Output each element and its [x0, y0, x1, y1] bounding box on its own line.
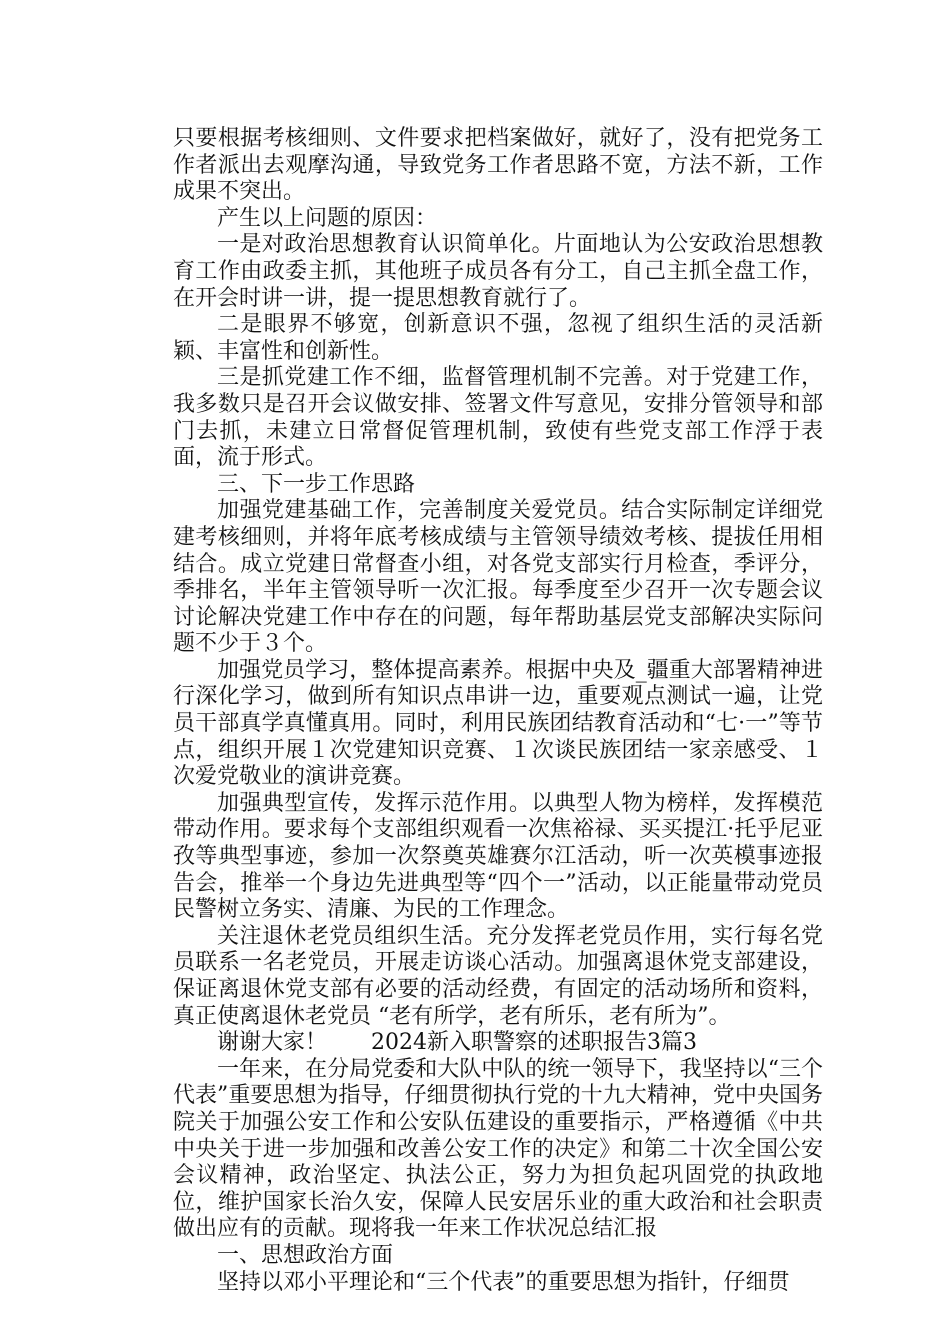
- paragraph-retired-members: 关注退休老党员组织生活。充分发挥老党员作用，实行每名党员联系一名老党员，开展走访谈心活动。加强离退休党支部建设，保证离退休党支部有必要的活动经费，有固定的活动场所和资料，真正使离退休老党员 “老有所学，老有所乐，老有所为”。: [173, 923, 823, 1029]
- paragraph-cause-three: 三是抓党建工作不细，监督管理机制不完善。对于党建工作，我多数只是召开会议做安排、签署文件写意见，安排分管领导和部门去抓，未建立日常督促管理机制，致使有些党支部工作浮于表面，流于形式。: [173, 365, 823, 471]
- paragraph-causes-heading: 产生以上问题的原因：: [217, 205, 438, 231]
- paragraph-ideology: 坚持以邓小平理论和“三个代表”的重要思想为指针，仔细贯: [217, 1269, 790, 1295]
- paragraph-party-building: 加强党建基础工作，完善制度关爱党员。结合实际制定详细党建考核细则，并将年底考核成绩与主管领导绩效考核、提拔任用相结合。成立党建日常督查小组，对各党支部实行月检查，季评分，季排名，半年主管领导听一次汇报。每季度至少召开一次专题会议讨论解决党建工作中存在的问题，每年帮助基层党支部解决实际问题不少于３个。: [173, 498, 823, 657]
- section-heading-next-steps: 三、下一步工作思路: [217, 471, 416, 497]
- paragraph-continuation: 只要根据考核细则、文件要求把档案做好，就好了，没有把党务工作者派出去观摩沟通，导致党务工作者思路不宽，方法不新，工作成果不突出。: [173, 126, 823, 205]
- paragraph-model-publicity: 加强典型宣传，发挥示范作用。以典型人物为榜样，发挥模范带动作用。要求每个支部组织观看一次焦裕禄、买买提江·托乎尼亚孜等典型事迹，参加一次祭奠英雄赛尔江活动，听一次英模事迹报告会，推举一个身边先进典型等“四个一”活动，以正能量带动党员民警树立务实、清廉、为民的工作理念。: [173, 790, 823, 923]
- paragraph-member-study: 加强党员学习，整体提高素养。根据中央及_疆重大部署精神进行深化学习，做到所有知识点串讲一边，重要观点测试一遍，让党员干部真学真懂真用。同时，利用民族团结教育活动和“七·一”等节点，组织开展１次党建知识竞赛、１次谈民族团结一家亲感受、１次爱党敬业的演讲竞赛。: [173, 657, 823, 790]
- paragraph-thanks-and-title: 谢谢大家！ 2024新入职警察的述职报告3篇3: [217, 1030, 697, 1056]
- paragraph-cause-one: 一是对政治思想教育认识简单化。片面地认为公安政治思想教育工作由政委主抓，其他班子成员各有分工，自己主抓全盘工作，在开会时讲一讲，提一提思想教育就行了。: [173, 232, 823, 311]
- paragraph-cause-two: 二是眼界不够宽，创新意识不强，忽视了组织生活的灵活新颖、丰富性和创新性。: [173, 312, 823, 364]
- document-body: [173, 126, 823, 1296]
- section-heading-ideology: 一、思想政治方面: [217, 1242, 394, 1268]
- paragraph-annual-summary: 一年来，在分局党委和大队中队的统一领导下，我坚持以“三个代表”重要思想为指导，仔细贯彻执行党的十九大精神，党中央国务院关于加强公安工作和公安队伍建设的重要指示，严格遵循《中共中央关于进一步加强和改善公安工作的决定》和第二十次全国公安会议精神，政治坚定、执法公正，努力为担负起巩固党的执政地位，维护国家长治久安，保障人民安居乐业的重大政治和社会职责做出应有的贡献。现将我一年来工作状况总结汇报: [173, 1056, 823, 1242]
